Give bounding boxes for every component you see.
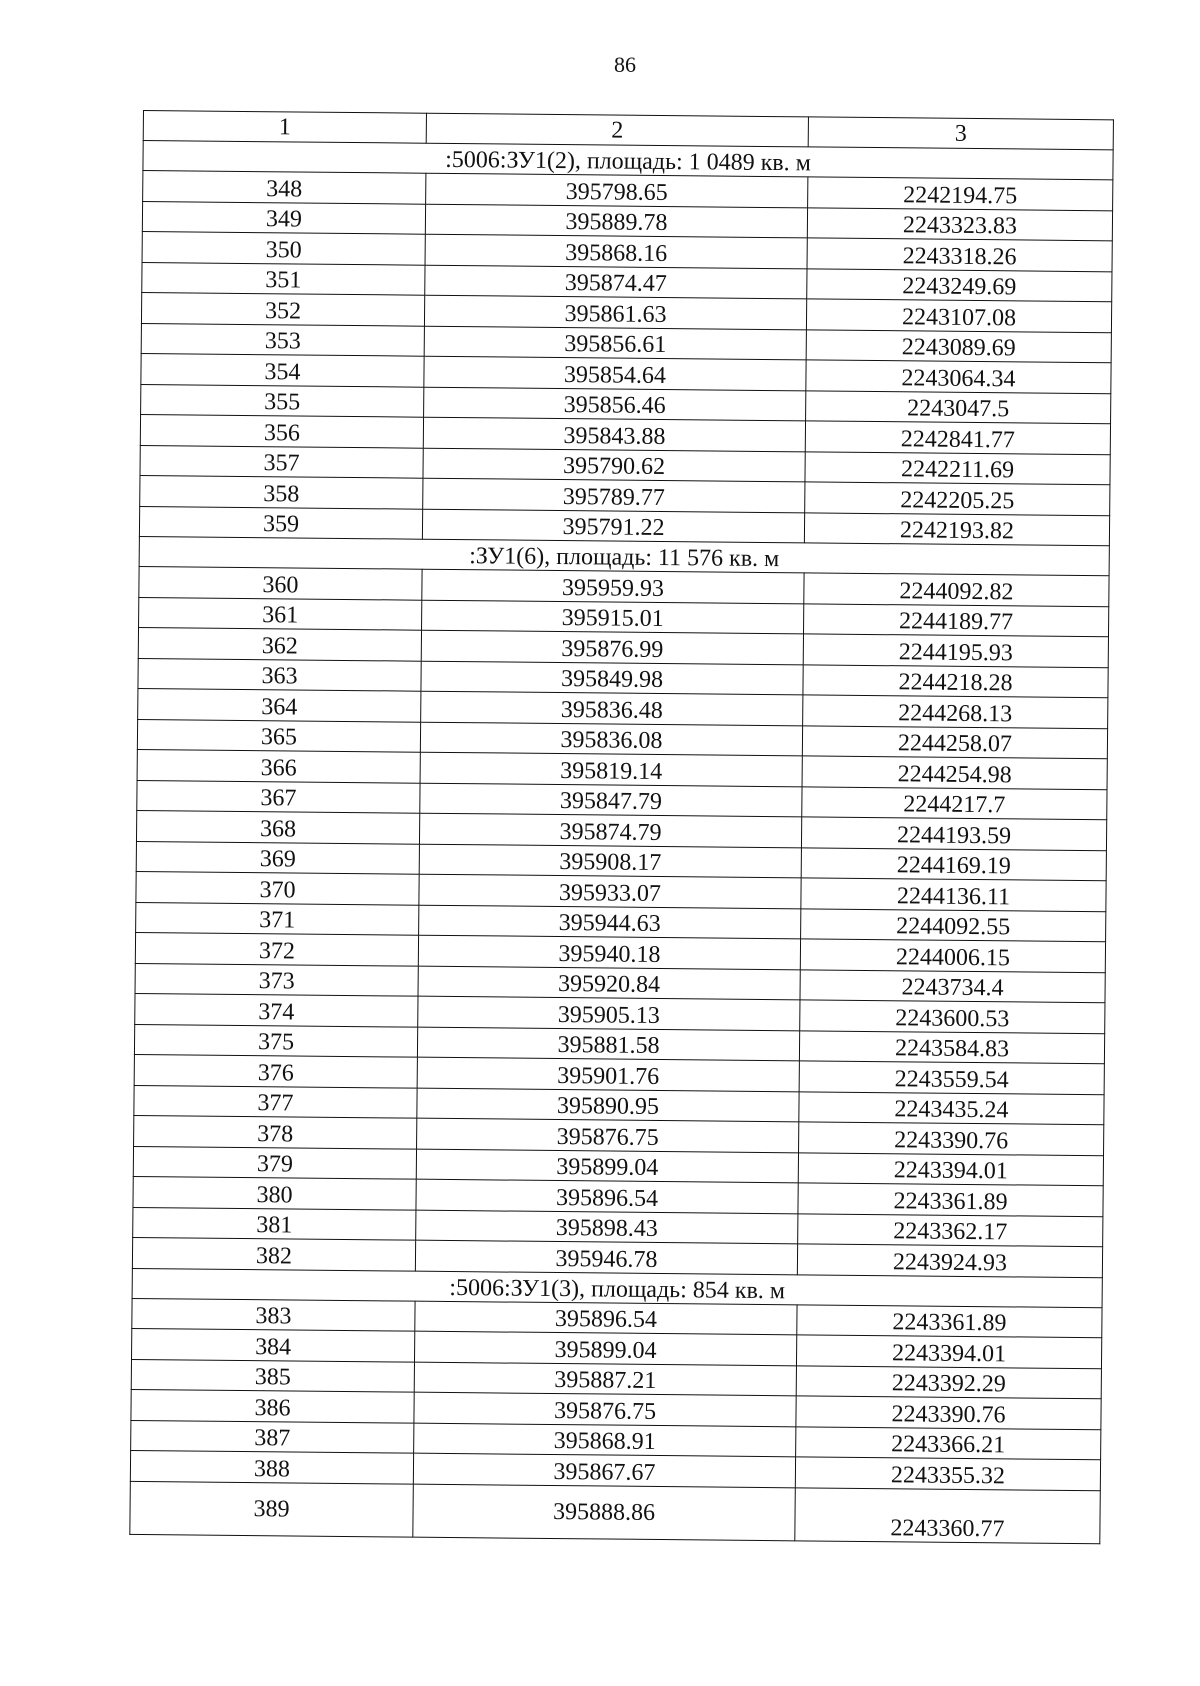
x-coordinate-cell: 395915.01 [422,600,804,634]
x-coordinate-cell: 395881.58 [417,1027,799,1061]
y-coordinate-cell: 2243390.76 [796,1396,1101,1429]
point-number-cell: 372 [135,932,418,965]
y-coordinate-cell: 2244092.55 [801,908,1106,941]
y-coordinate-cell: 2243089.69 [806,329,1111,362]
x-coordinate-cell: 395847.79 [420,783,802,817]
y-coordinate-cell: 2243360.77 [795,1487,1100,1543]
point-number-cell: 383 [132,1298,415,1331]
x-coordinate-cell: 395854.64 [424,356,806,390]
point-number-cell: 373 [135,963,418,996]
point-number-cell: 348 [143,171,426,204]
y-coordinate-cell: 2243047.5 [806,390,1111,423]
x-coordinate-cell: 395791.22 [422,509,804,543]
y-coordinate-cell: 2243392.29 [796,1365,1101,1398]
point-number-cell: 366 [137,749,420,782]
y-coordinate-cell: 2242193.82 [804,512,1109,545]
x-coordinate-cell: 395933.07 [419,874,801,908]
y-coordinate-cell: 2243394.01 [798,1152,1103,1185]
point-number-cell: 382 [132,1237,415,1270]
x-coordinate-cell: 395896.54 [415,1301,797,1335]
point-number-cell: 375 [134,1024,417,1057]
point-number-cell: 351 [142,262,425,295]
y-coordinate-cell: 2243361.89 [797,1304,1102,1337]
point-number-cell: 359 [139,506,422,539]
page-number: 86 [614,52,636,77]
x-coordinate-cell: 395887.21 [414,1362,796,1396]
x-coordinate-cell: 395876.75 [414,1392,796,1426]
point-number-cell: 389 [130,1481,413,1537]
x-coordinate-cell: 395888.86 [413,1484,795,1541]
x-coordinate-cell: 395901.76 [417,1057,799,1091]
point-number-cell: 370 [136,871,419,904]
y-coordinate-cell: 2243361.89 [798,1183,1103,1216]
point-number-cell: 365 [137,719,420,752]
point-number-cell: 385 [131,1359,414,1392]
x-coordinate-cell: 395890.95 [417,1088,799,1122]
point-number-cell: 349 [142,201,425,234]
x-coordinate-cell: 395898.43 [416,1210,798,1244]
y-coordinate-cell: 2244195.93 [803,634,1108,667]
coordinates-table-body [130,111,1114,1544]
column-header-point: 1 [143,111,426,144]
y-coordinate-cell: 2244092.82 [804,573,1109,606]
x-coordinate-cell: 395874.79 [419,813,801,847]
point-number-cell: 360 [139,566,422,599]
section-title: :5006:ЗУ1(2), площадь: 1 0489 кв. м [143,141,1113,180]
point-number-cell: 355 [141,384,424,417]
x-coordinate-cell: 395940.18 [418,935,800,969]
x-coordinate-cell: 395908.17 [419,844,801,878]
y-coordinate-cell: 2243584.83 [799,1030,1104,1063]
y-coordinate-cell: 2244189.77 [804,603,1109,636]
y-coordinate-cell: 2243559.54 [799,1061,1104,1094]
y-coordinate-cell: 2244258.07 [802,725,1107,758]
point-number-cell: 358 [140,475,423,508]
point-number-cell: 387 [131,1420,414,1453]
point-number-cell: 384 [132,1328,415,1361]
point-number-cell: 350 [142,231,425,264]
y-coordinate-cell: 2243366.21 [796,1426,1101,1459]
x-coordinate-cell: 395868.91 [414,1423,796,1457]
point-number-cell: 371 [136,902,419,935]
point-number-cell: 352 [141,292,424,325]
y-coordinate-cell: 2242841.77 [805,421,1110,454]
x-coordinate-cell: 395790.62 [423,448,805,482]
x-coordinate-cell: 395843.88 [423,417,805,451]
y-coordinate-cell: 2243394.01 [796,1335,1101,1368]
x-coordinate-cell: 395944.63 [419,905,801,939]
x-coordinate-cell: 395868.16 [425,234,807,268]
x-coordinate-cell: 395874.47 [425,265,807,299]
y-coordinate-cell: 2242194.75 [808,177,1113,210]
x-coordinate-cell: 395789.77 [423,478,805,512]
y-coordinate-cell: 2243318.26 [807,238,1112,271]
y-coordinate-cell: 2243362.17 [798,1213,1103,1246]
y-coordinate-cell: 2244136.11 [801,878,1106,911]
x-coordinate-cell: 395920.84 [418,966,800,1000]
column-header-y: 3 [808,117,1113,150]
coordinates-table [129,110,1114,1544]
x-coordinate-cell: 395856.61 [424,326,806,360]
x-coordinate-cell: 395856.46 [424,387,806,421]
y-coordinate-cell: 2243390.76 [799,1122,1104,1155]
y-coordinate-cell: 2244218.28 [803,664,1108,697]
x-coordinate-cell: 395899.04 [416,1149,798,1183]
y-coordinate-cell: 2244268.13 [803,695,1108,728]
point-number-cell: 364 [138,688,421,721]
y-coordinate-cell: 2244169.19 [801,847,1106,880]
point-number-cell: 381 [133,1207,416,1240]
x-coordinate-cell: 395819.14 [420,752,802,786]
x-coordinate-cell: 395876.75 [417,1118,799,1152]
y-coordinate-cell: 2243600.53 [800,1000,1105,1033]
point-number-cell: 374 [135,993,418,1026]
section-title: :ЗУ1(6), площадь: 11 576 кв. м [139,536,1109,575]
point-number-cell: 369 [136,841,419,874]
x-coordinate-cell: 395946.78 [415,1240,797,1274]
x-coordinate-cell: 395861.63 [424,295,806,329]
point-number-cell: 368 [136,810,419,843]
x-coordinate-cell: 395849.98 [421,661,803,695]
y-coordinate-cell: 2242205.25 [805,482,1110,515]
table-row [130,1481,1100,1543]
point-number-cell: 388 [130,1450,413,1483]
y-coordinate-cell: 2243064.34 [806,360,1111,393]
point-number-cell: 367 [137,780,420,813]
section-title: :5006:ЗУ1(3), площадь: 854 кв. м [132,1268,1102,1307]
y-coordinate-cell: 2243249.69 [807,268,1112,301]
x-coordinate-cell: 395836.08 [420,722,802,756]
point-number-cell: 379 [133,1146,416,1179]
y-coordinate-cell: 2243355.32 [795,1457,1100,1490]
point-number-cell: 376 [134,1054,417,1087]
x-coordinate-cell: 395889.78 [425,204,807,238]
x-coordinate-cell: 395896.54 [416,1179,798,1213]
y-coordinate-cell: 2244217.7 [802,786,1107,819]
x-coordinate-cell: 395905.13 [418,996,800,1030]
point-number-cell: 378 [134,1115,417,1148]
point-number-cell: 354 [141,353,424,386]
x-coordinate-cell: 395867.67 [413,1453,795,1487]
point-number-cell: 380 [133,1176,416,1209]
column-header-x: 2 [426,113,808,147]
y-coordinate-cell: 2243924.93 [797,1244,1102,1277]
point-number-cell: 361 [139,597,422,630]
x-coordinate-cell: 395836.48 [421,691,803,725]
point-number-cell: 363 [138,658,421,691]
y-coordinate-cell: 2243107.08 [806,299,1111,332]
y-coordinate-cell: 2243323.83 [807,207,1112,240]
y-coordinate-cell: 2242211.69 [805,451,1110,484]
point-number-cell: 357 [140,445,423,478]
point-number-cell: 353 [141,323,424,356]
x-coordinate-cell: 395798.65 [426,173,808,207]
y-coordinate-cell: 2244193.59 [801,817,1106,850]
x-coordinate-cell: 395876.99 [421,630,803,664]
y-coordinate-cell: 2244006.15 [800,939,1105,972]
y-coordinate-cell: 2243734.4 [800,969,1105,1002]
y-coordinate-cell: 2244254.98 [802,756,1107,789]
point-number-cell: 356 [140,414,423,447]
point-number-cell: 362 [138,627,421,660]
point-number-cell: 377 [134,1085,417,1118]
x-coordinate-cell: 395899.04 [414,1331,796,1365]
x-coordinate-cell: 395959.93 [422,569,804,603]
point-number-cell: 386 [131,1389,414,1422]
y-coordinate-cell: 2243435.24 [799,1091,1104,1124]
